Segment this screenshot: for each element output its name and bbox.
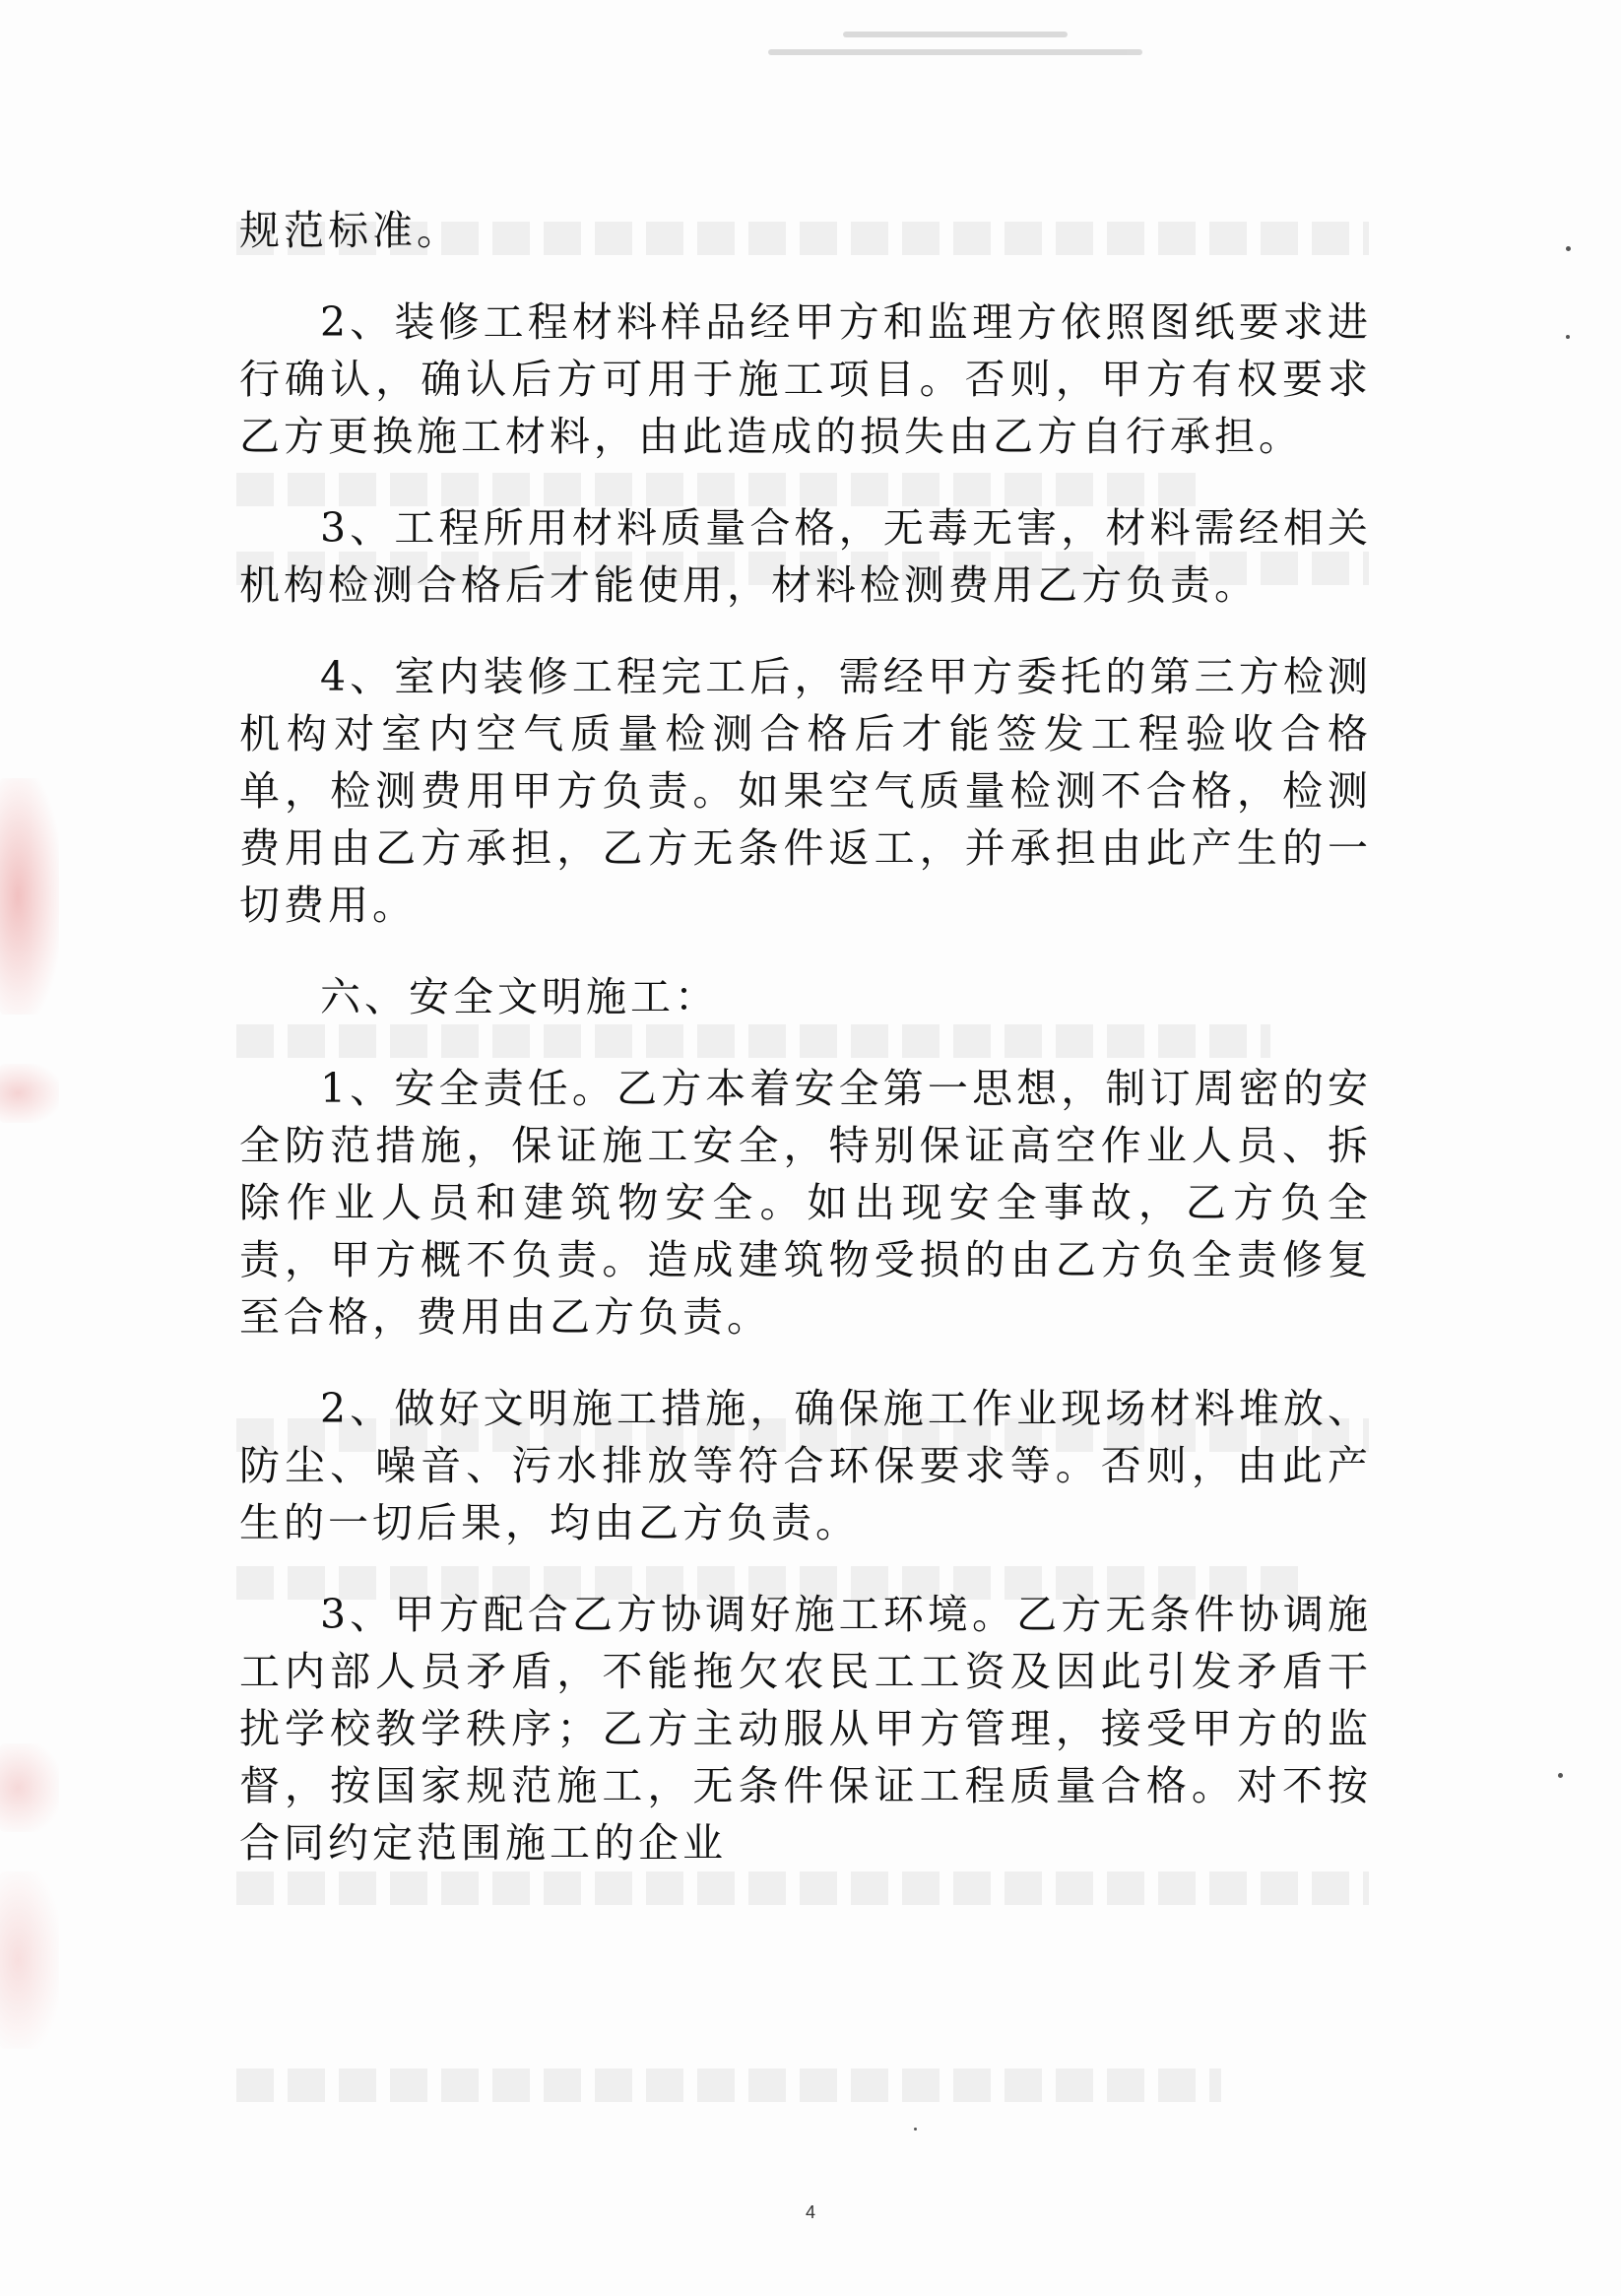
paragraph: 1、安全责任。乙方本着安全第一思想，制订周密的安全防范措施，保证施工安全，特别保证高空作业人员、拆除作业人员和建筑物安全。如出现安全事故，乙方负全责，甲方概不负责。造成建筑物受损的由乙方负全责修复至合格，费用由乙方负责。 xyxy=(239,1065,1372,1341)
seal-stamp-edge xyxy=(0,1743,59,1832)
section-heading: 六、安全文明施工： xyxy=(320,973,719,1020)
scan-speck xyxy=(1566,335,1570,339)
paragraph: 2、做好文明施工措施，确保施工作业现场材料堆放、防尘、噪音、污水排放等符合环保要求等。否则，由此产生的一切后果，均由乙方负责。 xyxy=(239,1385,1372,1546)
bleed-through-text xyxy=(236,1871,1369,1905)
bleed-through-text xyxy=(236,2068,1221,2102)
paragraph: 规范标准。 xyxy=(239,207,461,254)
paragraph: 3、工程所用材料质量合格，无毒无害，材料需经相关机构检测合格后才能使用，材料检测费用乙方负责。 xyxy=(239,504,1372,609)
paragraph: 3、甲方配合乙方协调好施工环境。乙方无条件协调施工内部人员矛盾，不能拖欠农民工工资及因此引发矛盾干扰学校教学秩序；乙方主动服从甲方管理，接受甲方的监督，按国家规范施工，无条件保证工程质量合格。对不按合同约定范围施工的企业 xyxy=(239,1591,1372,1867)
page-number: 4 xyxy=(805,2202,815,2222)
scan-speck xyxy=(914,2128,917,2131)
seal-stamp-edge xyxy=(0,1871,59,2049)
paragraph: 2、装修工程材料样品经甲方和监理方依照图纸要求进行确认，确认后方可用于施工项目。否则，甲方有权要求乙方更换施工材料，由此造成的损失由乙方自行承担。 xyxy=(239,298,1372,460)
scan-speck xyxy=(1558,1773,1563,1778)
scan-speck xyxy=(1566,246,1571,251)
seal-stamp-edge xyxy=(0,1064,59,1123)
paragraph: 4、室内装修工程完工后，需经甲方委托的第三方检测机构对室内空气质量检测合格后才能签发工程验收合格单，检测费用甲方负责。如果空气质量检测不合格，检测费用由乙方承担，乙方无条件返工，并承担由此产生的一切费用。 xyxy=(239,653,1372,929)
seal-stamp-edge xyxy=(0,778,59,1015)
bleed-through-header xyxy=(768,20,1142,79)
contract-body xyxy=(239,202,1372,1871)
